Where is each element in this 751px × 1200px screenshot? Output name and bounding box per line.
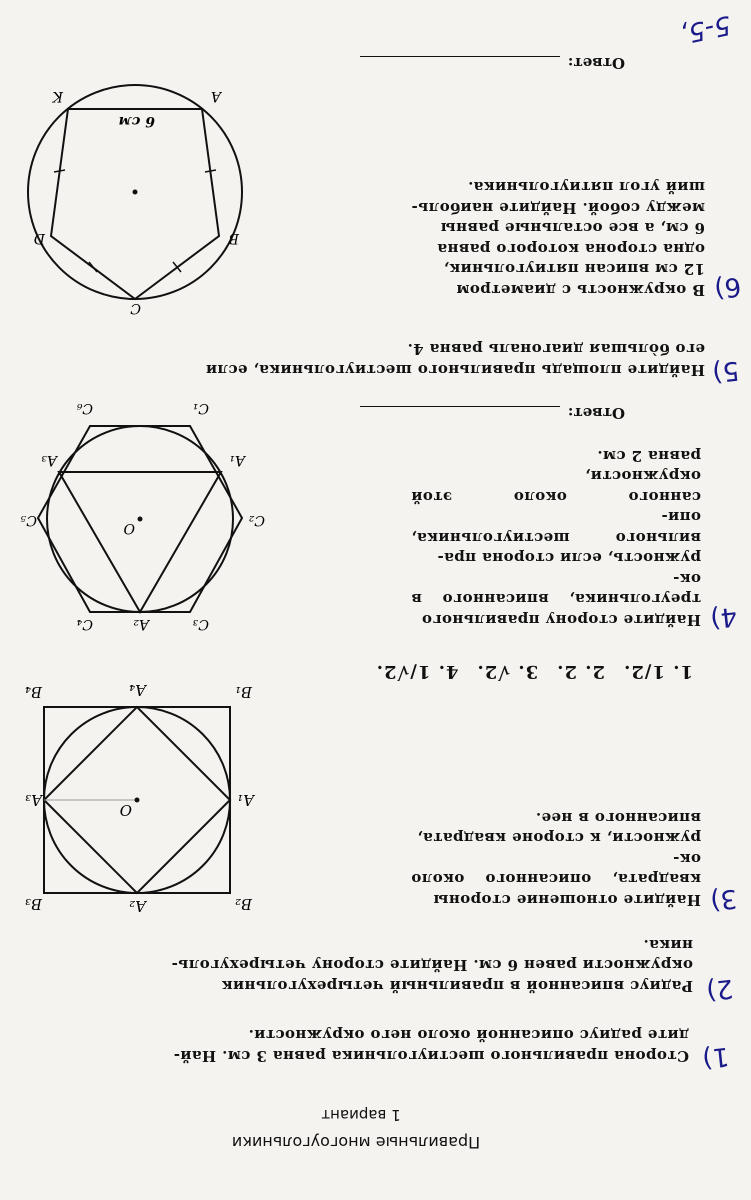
- label-k: K: [52, 88, 63, 104]
- problem-4-answer: [360, 404, 625, 422]
- label-d: D: [33, 230, 45, 246]
- problem-3-number: 3): [708, 882, 739, 916]
- label-c3: C₃: [192, 616, 209, 632]
- center-point: [135, 798, 140, 803]
- problem-2-number: 2): [704, 972, 735, 1006]
- problem-3-line-1: Найдите отношение стороны: [433, 891, 701, 909]
- problem-1-line-1: Сторона правильного шестиугольника равна 3 см. Най-: [173, 1047, 689, 1065]
- handwritten-score: 5-5,: [677, 9, 734, 49]
- variant-label: 1 вариант: [321, 1106, 401, 1124]
- option-4: 4. 1/√2.: [375, 661, 459, 682]
- side-length-label: 6 см: [118, 113, 155, 129]
- answer-label: Ответ:: [567, 404, 625, 422]
- label-a3: A₃: [41, 452, 57, 468]
- label-c5: C₅: [20, 512, 37, 528]
- problem-6-line-5: между собой. Найдите наиболь-: [411, 199, 705, 217]
- inner-triangle: [59, 472, 221, 612]
- label-c: C: [130, 300, 141, 316]
- problem-2-text: [13, 935, 693, 997]
- problem-6-line-3: одна сторона которого равна: [437, 240, 705, 258]
- hexagon-figure: [15, 392, 265, 640]
- problem-4-line-1: Найдите сторону правильного: [421, 611, 701, 629]
- center-point: [133, 190, 138, 195]
- problem-5-line-2: его бо̀льшая диагональ равна 4.: [407, 340, 705, 359]
- problem-3-options: [353, 661, 693, 682]
- label-c4: C₄: [76, 616, 93, 632]
- label-b: B: [228, 230, 239, 246]
- problem-6-line-4: 6 см, а все остальные равны: [440, 219, 705, 238]
- problem-6-answer: [360, 54, 625, 72]
- problem-4-line-5: санного около этой окружности,: [411, 467, 701, 506]
- problem-3-line-2: квадрата, описанного около ок-: [411, 850, 701, 889]
- label-o: O: [119, 801, 132, 819]
- answer-line[interactable]: [360, 56, 560, 57]
- problem-6-line-6: ший угол пятиугольника.: [467, 178, 705, 197]
- problem-2-line-1: Радиус вписанной в правильный четырехугольник: [221, 977, 693, 995]
- problem-3-line-4: вписанного в нее.: [535, 809, 701, 827]
- problem-1-text: [29, 1025, 689, 1066]
- option-2: 2. 2.: [556, 661, 606, 682]
- label-a2: A₂: [133, 616, 149, 632]
- label-c1: C₁: [192, 400, 209, 416]
- problem-2-line-3: ника.: [643, 936, 693, 954]
- option-3: 3. √2.: [476, 661, 539, 682]
- problem-4-line-3: ружность, если сторона пра-: [437, 549, 701, 568]
- label-a4: A₄: [129, 681, 146, 699]
- problem-6-text: [409, 177, 705, 300]
- square-figure: [20, 680, 256, 915]
- label-b3: B₃: [24, 895, 42, 913]
- problem-5-number: 5): [710, 354, 741, 388]
- problem-1-number: 1): [700, 1040, 731, 1074]
- problem-6-number: 6): [712, 270, 743, 304]
- problem-2-line-2: окружности равен 6 см. Найдите сторону четырехуголь-: [171, 956, 693, 975]
- problem-4-text: [411, 446, 701, 631]
- answer-line[interactable]: [360, 406, 560, 407]
- label-c6: C₆: [76, 400, 93, 416]
- label-a3: A₃: [25, 791, 42, 809]
- problem-4-number: 4): [708, 600, 739, 634]
- problem-4-line-4: вильного шестиугольника, опи-: [411, 508, 701, 547]
- problem-1-line-2: дите радиус описанной около него окружности.: [248, 1026, 689, 1045]
- pentagon-figure: [11, 68, 261, 318]
- worksheet-title: Правильные многоугольники: [231, 1133, 481, 1152]
- pentagon: [51, 109, 219, 299]
- label-a1: A₁: [229, 452, 245, 468]
- label-o: O: [123, 520, 135, 536]
- option-1: 1. 1/2.: [623, 661, 693, 682]
- problem-6-line-2: 12 см вписан пятиугольник,: [443, 260, 705, 279]
- label-b1: B₁: [234, 683, 252, 701]
- label-b4: B₄: [24, 683, 42, 701]
- label-c2: C₂: [248, 512, 265, 528]
- problem-3-text: [411, 808, 701, 911]
- label-a: A: [210, 88, 221, 104]
- center-point: [138, 517, 143, 522]
- label-a2: A₂: [129, 897, 146, 915]
- problem-5-line-1: Найдите площадь правильного шестиугольника, если: [205, 361, 705, 379]
- label-a1: A₁: [237, 791, 254, 809]
- problem-4-line-6: равна 2 см.: [597, 447, 701, 465]
- problem-5-text: [15, 339, 705, 380]
- label-b2: B₂: [234, 895, 252, 913]
- problem-6-line-1: В окружность с диаметром: [456, 281, 705, 299]
- problem-4-line-2: треугольника, вписанного в ок-: [411, 570, 701, 609]
- answer-label: Ответ:: [567, 54, 625, 72]
- problem-3-line-3: ружности, к стороне квадрата,: [417, 829, 701, 848]
